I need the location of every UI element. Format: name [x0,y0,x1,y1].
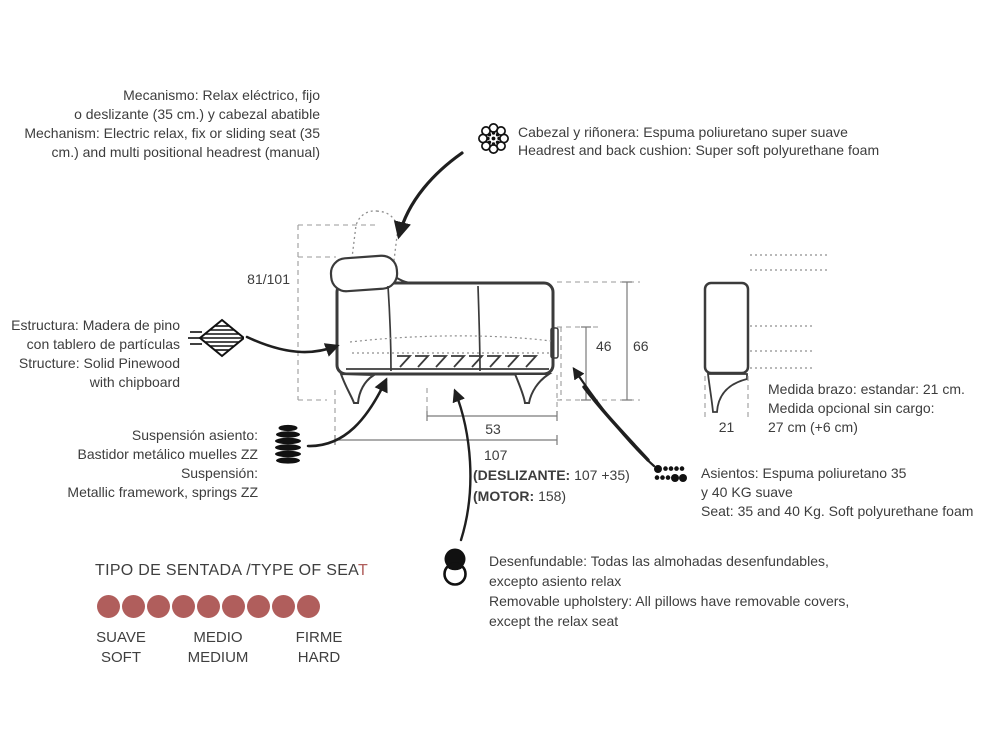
seat-firmness-dot [297,595,320,618]
headrest-foam-line: Cabezal y riñonera: Espuma poliuretano super suave [518,124,848,140]
seat-label-soft-es: SUAVE [96,629,146,646]
arrow-to-seat-side-stroke2 [584,387,648,460]
removable-line: except the relax seat [489,613,619,629]
removable-line: excepto asiento relax [489,573,622,589]
arrow-to-seat-cushion [455,391,470,540]
suspension-line: Bastidor metálico muelles ZZ [77,446,258,462]
arm-size-note [768,380,965,437]
removable-line: Desenfundable: Todas las almohadas desenfundables, [489,553,829,569]
dim-sliding-value: 107 +35) [570,467,630,483]
spring-icon [273,424,303,469]
armrest-body [705,283,748,373]
seats-foam-note [701,464,973,521]
wood-icon [188,318,244,363]
mechanism-line: o deslizante (35 cm.) y cabezal abatible [74,106,320,122]
seat-label-medium-en: MEDIUM [187,649,249,666]
seat-label-hard-en: HARD [297,649,341,666]
dim-back-height: 81/101 [247,271,290,287]
armrest-level-guides [750,255,830,368]
structure-line: with chipboard [89,374,180,390]
dim-sliding [473,467,630,483]
armrest-leg [708,374,747,412]
dim-seat-height: 46 [596,338,612,354]
seat-firmness-dot [247,595,270,618]
seat-label-hard [285,628,353,668]
arm-size-line: Medida opcional sin cargo: [768,400,935,416]
mechanism-line: Mecanismo: Relax eléctrico, fijo [123,87,320,103]
seats-foam-line: Seat: 35 and 40 Kg. Soft polyurethane foam [701,503,974,519]
arrow-to-headrest [399,153,462,236]
seat-label-soft-en: SOFT [101,649,141,666]
structure-line: Estructura: Madera de pino [11,317,180,333]
sofa-leg-left [341,374,374,403]
arrow-to-frame [247,337,337,352]
mechanism-line: cm.) and multi positional headrest (manual) [51,144,320,160]
seat-firmness-dot [172,595,195,618]
dim-line-seat-depth [427,411,557,421]
suspension-note [25,426,258,502]
removable-line: Removable upholstery: All pillows have removable covers, [489,593,850,609]
dim-line-total-depth [335,435,557,445]
mechanism-line: Mechanism: Electric relax, fix or sliding seat (35 [24,125,320,141]
dim-total-depth: 107 [484,447,508,463]
seat-firmness-dot [272,595,295,618]
dim-seat-depth: 53 [485,421,501,437]
seat-firmness-dot [122,595,145,618]
seat-firmness-dot [97,595,120,618]
suspension-line: Suspensión asiento: [131,427,258,443]
dim-motor [473,488,566,504]
arm-size-line: Medida brazo: estandar: 21 cm. [768,381,965,397]
sofa-body [337,283,553,374]
seat-label-medium-es: MEDIO [193,629,243,646]
sofa-side-view [330,209,558,403]
dim-arm-height: 66 [633,338,649,354]
foam-flower-icon [477,122,510,160]
dim-arm-width: 21 [718,419,735,435]
seat-density-icon [653,464,687,489]
dim-motor-label: (MOTOR: [473,488,535,504]
structure-note [0,316,180,392]
arm-size-line: 27 cm (+6 cm) [768,419,858,435]
suspension-line: Suspensión: [180,465,258,481]
structure-line: con tablero de partículas [26,336,180,352]
seat-label-hard-es: FIRME [295,629,343,646]
dim-line-arm-height [622,282,632,400]
mechanism-note [15,86,320,162]
seat-type-title [95,562,368,580]
seat-firmness-dot [147,595,170,618]
suspension-line: Metallic framework, springs ZZ [67,484,258,500]
removable-cover-icon [441,547,469,596]
dim-motor-value: 158) [534,488,567,504]
seat-firmness-dot [222,595,245,618]
seat-label-soft [85,628,157,668]
seats-foam-line: Asientos: Espuma poliuretano 35 [701,465,907,481]
seat-type-title-accent: T [357,562,369,579]
seats-foam-line: y 40 KG suave [701,484,793,500]
seat-firmness-dot [197,595,220,618]
seat-firmness-scale [97,595,320,618]
structure-line: Structure: Solid Pinewood [18,355,180,371]
dim-sliding-label: (DESLIZANTE: [473,467,571,483]
seat-type-title-main: TIPO DE SENTADA /TYPE OF SEA [95,562,358,579]
seat-label-medium [175,628,261,668]
headrest-foam-line: Headrest and back cushion: Super soft polyurethane foam [518,142,880,158]
sofa-leg-right [515,374,549,403]
removable-note [489,551,849,631]
headrest-foam-note [518,123,879,159]
